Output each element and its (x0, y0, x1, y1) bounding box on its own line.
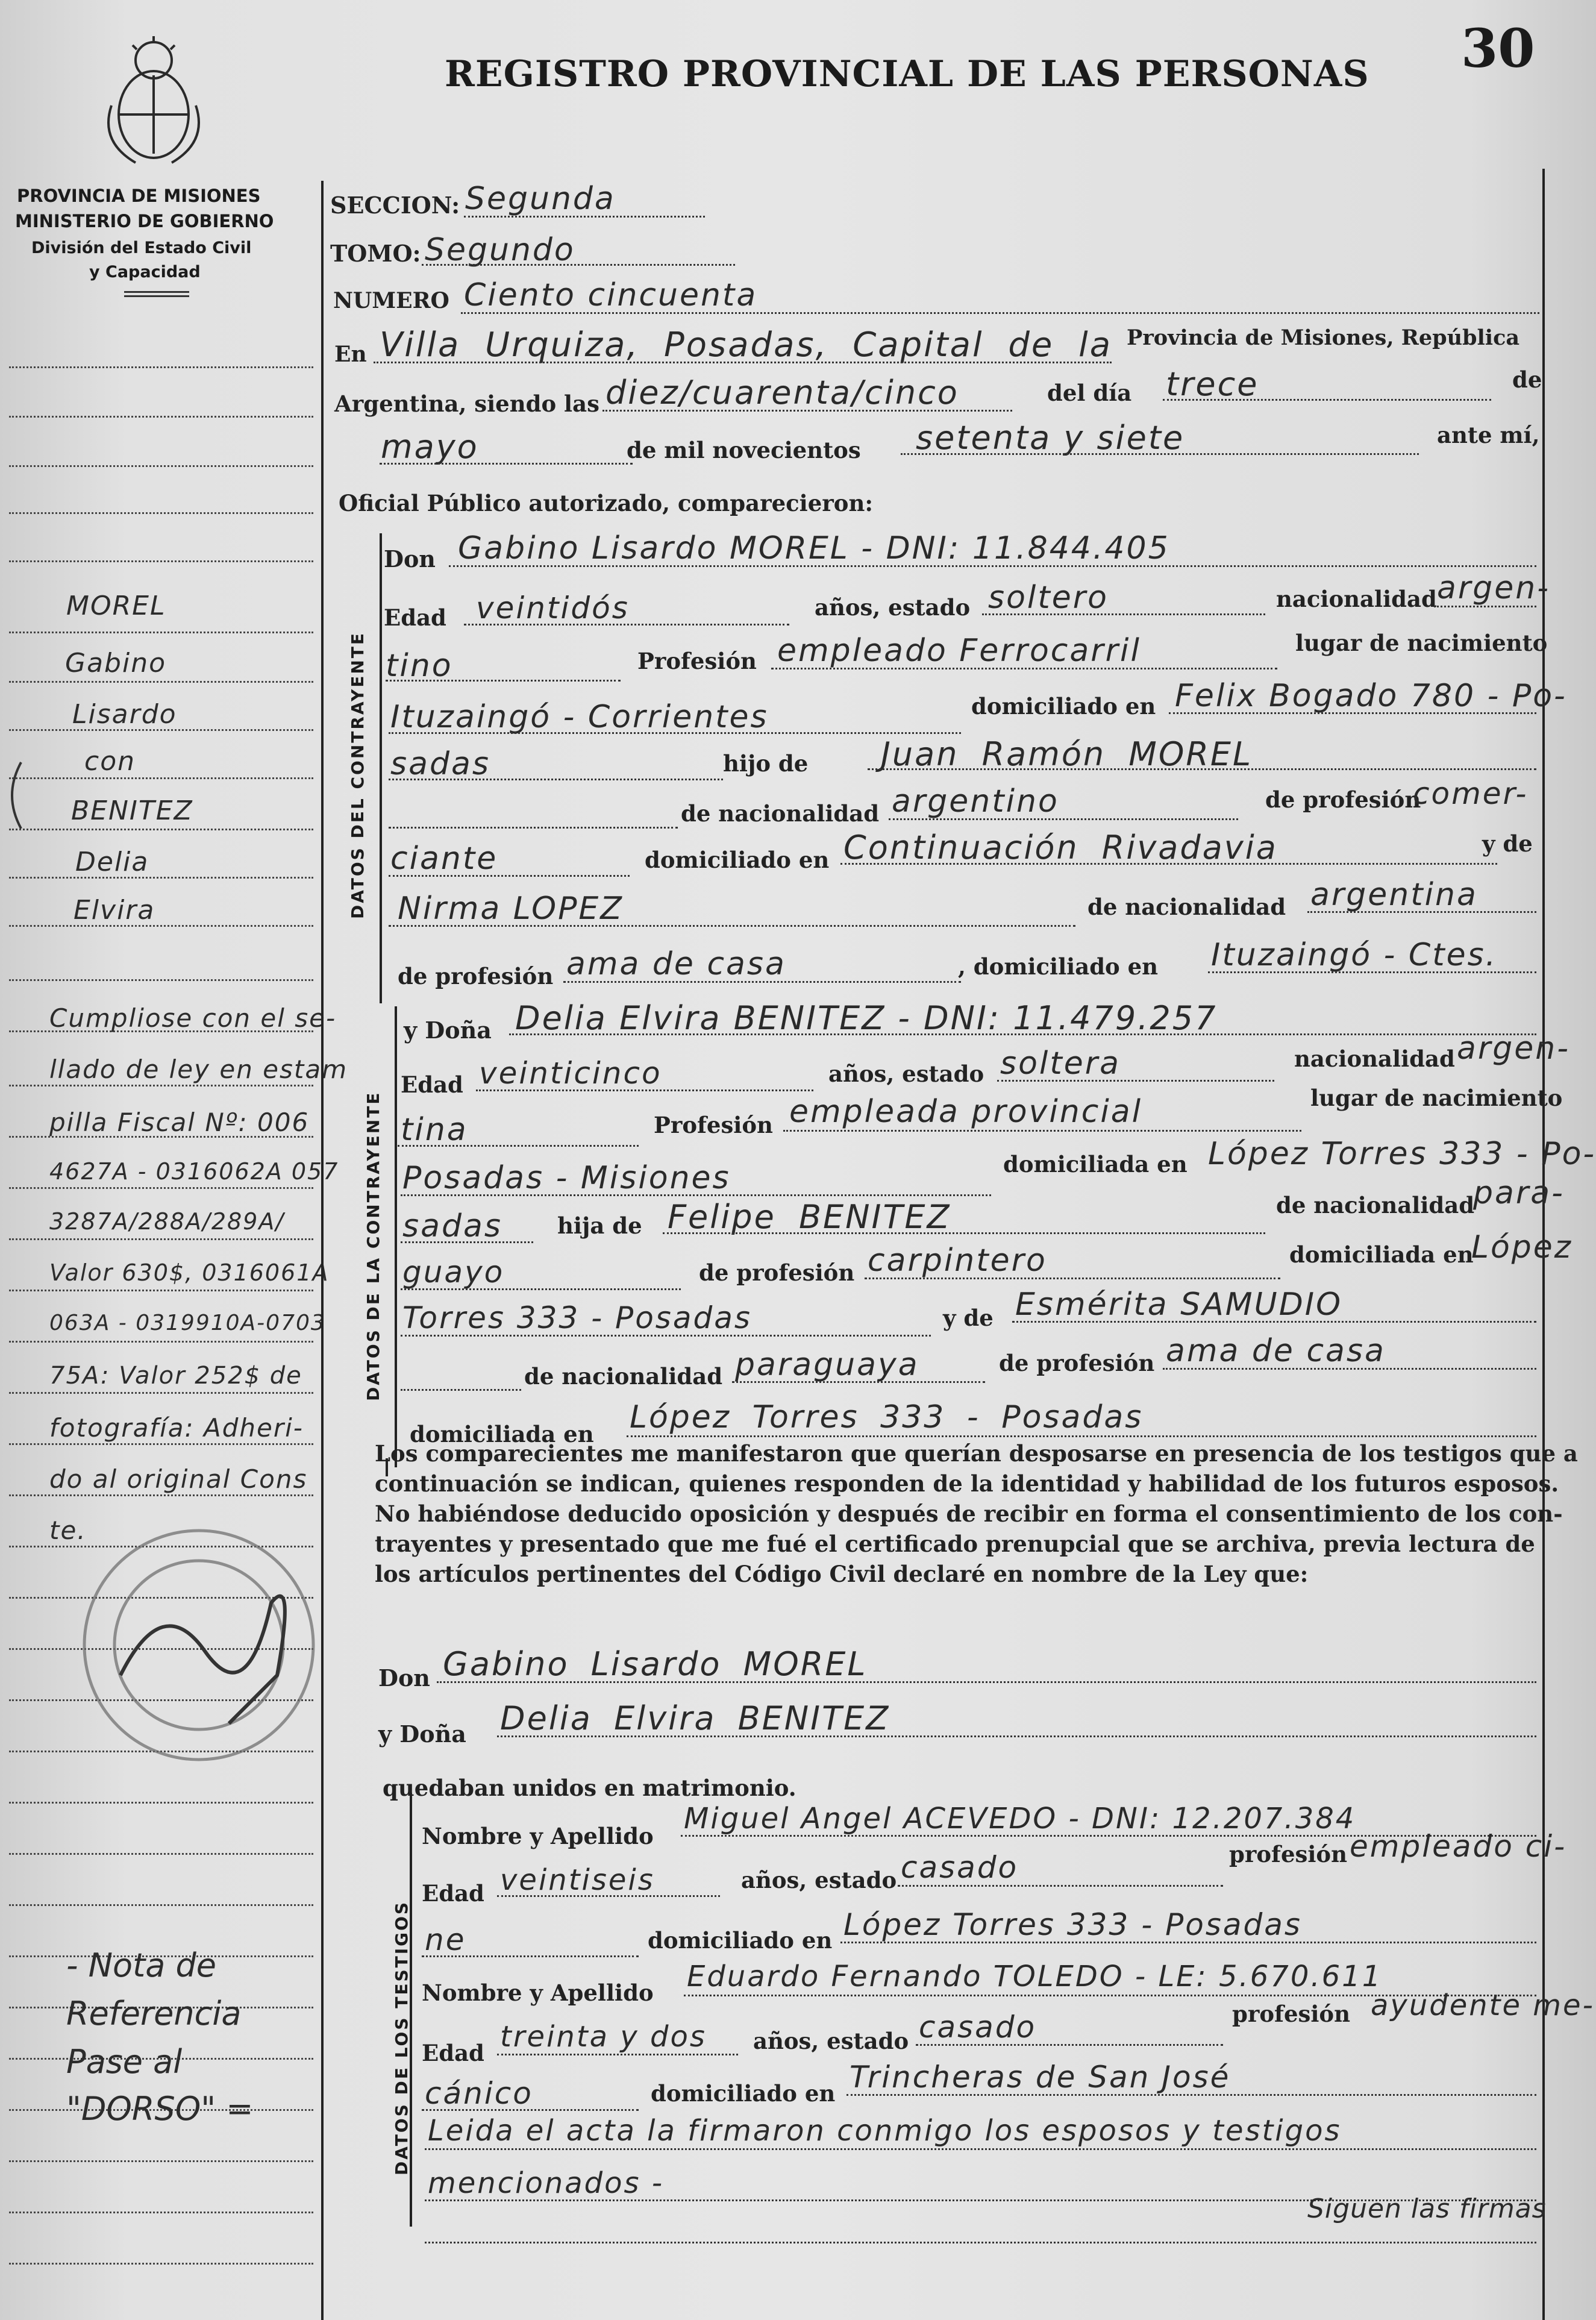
bride-father-nac-1: para- (1473, 1175, 1565, 1211)
closing-line: mencionados - (428, 2166, 665, 2200)
witness1-prof-1: empleado ci- (1350, 1829, 1567, 1864)
de-profesion-label: de profesión (1265, 786, 1421, 813)
argentina-text: Argentina, siendo las (334, 390, 599, 417)
bride-mother: Esmérita SAMUDIO (1015, 1287, 1343, 1323)
margin-note-line: 4627A - 0316062A 057 (49, 1158, 339, 1185)
groom-mother: Nirma LOPEZ (398, 891, 624, 927)
declaration-line: trayentes y presentado que me fué el certificado prenupcial que se archiva, previa lectura de (375, 1531, 1535, 1557)
anos-estado-label: años, estado (815, 594, 971, 621)
bride-address-c2: Torres 333 - Posadas (402, 1300, 752, 1335)
groom-address-1: Felix Bogado 780 - Po- (1175, 678, 1567, 714)
margin-note-line: te. (49, 1516, 87, 1545)
margin-divider (321, 181, 324, 2320)
agency-division: División del Estado Civil (31, 239, 252, 257)
bride-birthplace-2: sadas (402, 1208, 502, 1244)
nacionalidad-label: nacionalidad (1276, 586, 1437, 612)
anos-estado-label: años, estado (741, 1867, 897, 1893)
numero-label: NUMERO (333, 288, 449, 313)
de-mil-text: de mil novecientos (627, 437, 861, 463)
section-rule-groom (380, 533, 382, 1003)
bride-father-prof: carpintero (868, 1243, 1047, 1279)
margin-note-line: 75A: Valor 252$ de (49, 1362, 302, 1390)
profesion-label: profesión (1232, 2001, 1350, 2027)
groom-mother-prof: ama de casa (566, 946, 786, 982)
y-dona-label: y Doña (378, 1720, 466, 1748)
groom-father-prof-2: ciante (390, 841, 498, 877)
agency-underline-2 (124, 295, 189, 297)
edad-label: Edad (422, 2040, 484, 2066)
domiciliado-label: domiciliado en (648, 1927, 833, 1954)
margin-note-line: fotografía: Adheri- (49, 1413, 304, 1443)
bride-mother-address: López Torres 333 - Posadas (630, 1399, 1144, 1435)
margin-name-con: con (84, 746, 136, 777)
y-de-label: y de (1482, 830, 1533, 857)
groom-age: veintidós (476, 591, 630, 625)
bride-address-1: López Torres 333 - Po- (1208, 1136, 1596, 1172)
ante-mi-text: ante mí, (1437, 422, 1540, 448)
de-profesion-label: de profesión (999, 1350, 1155, 1376)
profesion-label: profesión (1229, 1841, 1347, 1867)
document-title: REGISTRO PROVINCIAL DE LAS PERSONAS (445, 53, 1369, 95)
tomo-label: TOMO: (330, 240, 421, 267)
de-nacionalidad-label: de nacionalidad (1276, 1192, 1475, 1218)
del-dia-text: del día (1047, 380, 1132, 406)
de-nacionalidad-label: de nacionalidad (524, 1363, 723, 1390)
declaration-line: Los comparecientes me manifestaron que querían desposarse en presencia de los testigos que a (375, 1440, 1578, 1467)
witness1-address: López Torres 333 - Posadas (843, 1907, 1302, 1942)
groom-nac-2: tino (386, 648, 453, 684)
union-bride: Delia Elvira BENITEZ (500, 1699, 890, 1737)
year-value: setenta y siete (916, 419, 1185, 457)
witness2-age: treinta y dos (500, 2020, 707, 2054)
margin-name-bride-first: Delia (75, 847, 149, 877)
bride-father: Felipe BENITEZ (668, 1198, 951, 1236)
month-value: mayo (381, 428, 479, 466)
margin-note-line: Cumpliose con el se- (49, 1003, 337, 1033)
declaration-line: continuación se indican, quienes responden de la identidad y habilidad de los futuros esposos. (375, 1470, 1559, 1497)
bride-name: Delia Elvira BENITEZ - DNI: 11.479.257 (515, 999, 1218, 1037)
margin-ref-line: - Nota de (66, 1946, 217, 1984)
witness1-estado: casado (901, 1850, 1019, 1885)
bride-nac-2: tina (401, 1112, 468, 1148)
margin-name-first: Gabino (65, 648, 167, 679)
provincia-text: Provincia de Misiones, República (1127, 325, 1520, 350)
bride-mother-nac: paraguaya (735, 1347, 919, 1383)
witness1-name: Miguel Angel ACEVEDO - DNI: 12.207.384 (684, 1802, 1356, 1836)
groom-father-address: Continuación Rivadavia (843, 829, 1278, 867)
place-value: Villa Urquiza, Posadas, Capital de la (380, 325, 1113, 365)
groom-mother-nac: argentina (1310, 877, 1478, 913)
page-number: 30 (1461, 17, 1535, 80)
margin-ref-line: Referencia (66, 1995, 242, 2033)
witness2-estado: casado (919, 2010, 1037, 2045)
hija-de-label: hija de (557, 1212, 642, 1239)
edad-label: Edad (401, 1071, 463, 1098)
domiciliado-comma-label: , domiciliado en (958, 953, 1159, 980)
bride-estado: soltera (1000, 1046, 1121, 1082)
y-de-label: y de (943, 1305, 994, 1331)
en-label: En (334, 342, 367, 367)
edad-label: Edad (384, 604, 446, 631)
agency-underline (124, 291, 189, 293)
margin-note-line: pilla Fiscal Nº: 006 (49, 1108, 310, 1137)
groom-mother-address: Ituzaingó - Ctes. (1211, 937, 1498, 973)
witness2-address: Trincheras de San José (850, 2060, 1231, 2095)
day-value: trece (1166, 365, 1259, 403)
groom-profesion: empleado Ferrocarril (777, 633, 1141, 669)
witness2-name: Eduardo Fernando TOLEDO - LE: 5.670.611 (687, 1960, 1383, 1993)
lugar-nac-label: lugar de nacimiento (1295, 630, 1548, 656)
nombre-apellido-label: Nombre y Apellido (422, 1980, 654, 2006)
bride-profesion: empleada provincial (789, 1094, 1143, 1130)
groom-father-nac: argentino (892, 783, 1059, 820)
domiciliada-label: domiciliada en (410, 1421, 594, 1447)
y-dona-label: y Doña (404, 1017, 492, 1044)
witness2-prof-1: ayudente me- (1371, 1989, 1595, 2022)
anos-estado-label: años, estado (753, 2028, 909, 2054)
agency-capacity: y Capacidad (89, 263, 201, 281)
de-profesion-label: de profesión (699, 1259, 855, 1286)
groom-estado: soltero (988, 580, 1109, 616)
section-label-bride: DATOS DE LA CONTRAYENTE (363, 1091, 383, 1401)
section-label-witnesses: DATOS DE LOS TESTIGOS (392, 1900, 412, 2175)
bride-father-nac-2: guayo (402, 1255, 505, 1290)
closing-line: Siguen las firmas (1307, 2193, 1547, 2224)
margin-note-line: 3287A/288A/289A/ (49, 1208, 285, 1235)
bracket-mark (0, 759, 24, 832)
domiciliada-label: domiciliada en (1289, 1241, 1474, 1268)
hijo-de-label: hijo de (723, 750, 809, 777)
union-closing: quedaban unidos en matrimonio. (383, 1775, 796, 1801)
witness1-prof-2: ne (425, 1922, 466, 1957)
margin-ref-line: "DORSO" = (66, 2090, 254, 2128)
agency-ministry: MINISTERIO DE GOBIERNO (15, 211, 274, 231)
oficial-text: Oficial Público autorizado, comparecieron: (339, 490, 874, 516)
closing-line: Leida el acta la firmaron conmigo los esposos y testigos (428, 2114, 1342, 2148)
nombre-apellido-label: Nombre y Apellido (422, 1823, 654, 1849)
official-stamp-seal (72, 1519, 325, 1772)
declaration-line: No habiéndose deducido oposición y después de recibir en forma el consentimiento de los con- (375, 1500, 1563, 1527)
bride-age: veinticinco (479, 1056, 662, 1091)
groom-father: Juan Ramón MOREL (881, 735, 1253, 773)
de-nacionalidad-label: de nacionalidad (681, 800, 880, 827)
margin-name-surname: MOREL (66, 591, 166, 621)
edad-label: Edad (422, 1880, 484, 1907)
section-label-groom: DATOS DEL CONTRAYENTE (348, 631, 368, 919)
de-nacionalidad-label: de nacionalidad (1087, 894, 1286, 920)
margin-name-middle: Lisardo (72, 699, 177, 730)
groom-address-2: sadas (390, 746, 490, 782)
union-groom: Gabino Lisardo MOREL (443, 1645, 868, 1683)
seccion-value: Segunda (465, 181, 616, 217)
coat-of-arms-emblem (99, 33, 208, 169)
margin-note-line: llado de ley en estam (49, 1055, 348, 1084)
groom-birthplace: Ituzaingó - Corrientes (390, 699, 769, 735)
margin-note-line: 063A - 0319910A-0703 (49, 1311, 326, 1335)
anos-estado-label: años, estado (828, 1061, 984, 1087)
seccion-label: SECCION: (330, 192, 460, 219)
witness2-prof-2: cánico (425, 2076, 533, 2111)
profesion-label: Profesión (637, 648, 757, 674)
bride-mother-prof: ama de casa (1166, 1333, 1386, 1369)
profesion-label: Profesión (654, 1112, 773, 1138)
de-text: de (1512, 366, 1542, 393)
don-label: Don (384, 545, 436, 572)
domiciliada-label: domiciliada en (1003, 1151, 1188, 1177)
groom-father-prof-1: comer- (1413, 776, 1529, 811)
numero-value: Ciento cincuenta (464, 277, 758, 313)
declaration-line: los artículos pertinentes del Código Civil declaré en nombre de la Ley que: (375, 1561, 1309, 1587)
nacionalidad-label: nacionalidad (1294, 1046, 1455, 1072)
margin-ref-line: Pase al (66, 2043, 183, 2081)
groom-nac-1: argen- (1437, 570, 1550, 606)
time-value: diez/cuarenta/cinco (606, 374, 959, 412)
domiciliado-label: domiciliado en (645, 847, 830, 873)
bride-nac-1: argen- (1457, 1030, 1570, 1067)
lugar-nac-label: lugar de nacimiento (1310, 1085, 1563, 1111)
bride-birthplace: Posadas - Misiones (402, 1160, 731, 1196)
section-rule-bride (395, 1006, 397, 1467)
domiciliado-label: domiciliado en (651, 2080, 836, 2107)
domiciliado-label: domiciliado en (971, 693, 1156, 720)
margin-name-bride-surname: BENITEZ (71, 795, 193, 826)
de-profesion-label: de profesión (398, 963, 554, 989)
margin-note-line: do al original Cons (49, 1464, 308, 1494)
margin-note-line: Valor 630$, 0316061A (49, 1259, 330, 1286)
tomo-value: Segundo (425, 232, 575, 268)
agency-province: PROVINCIA DE MISIONES (17, 186, 261, 206)
don-label: Don (378, 1664, 430, 1691)
bride-address-c1: López (1471, 1229, 1573, 1265)
margin-name-bride-middle: Elvira (74, 895, 155, 926)
witness1-age: veintiseis (500, 1863, 655, 1897)
groom-name: Gabino Lisardo MOREL - DNI: 11.844.405 (458, 530, 1170, 566)
